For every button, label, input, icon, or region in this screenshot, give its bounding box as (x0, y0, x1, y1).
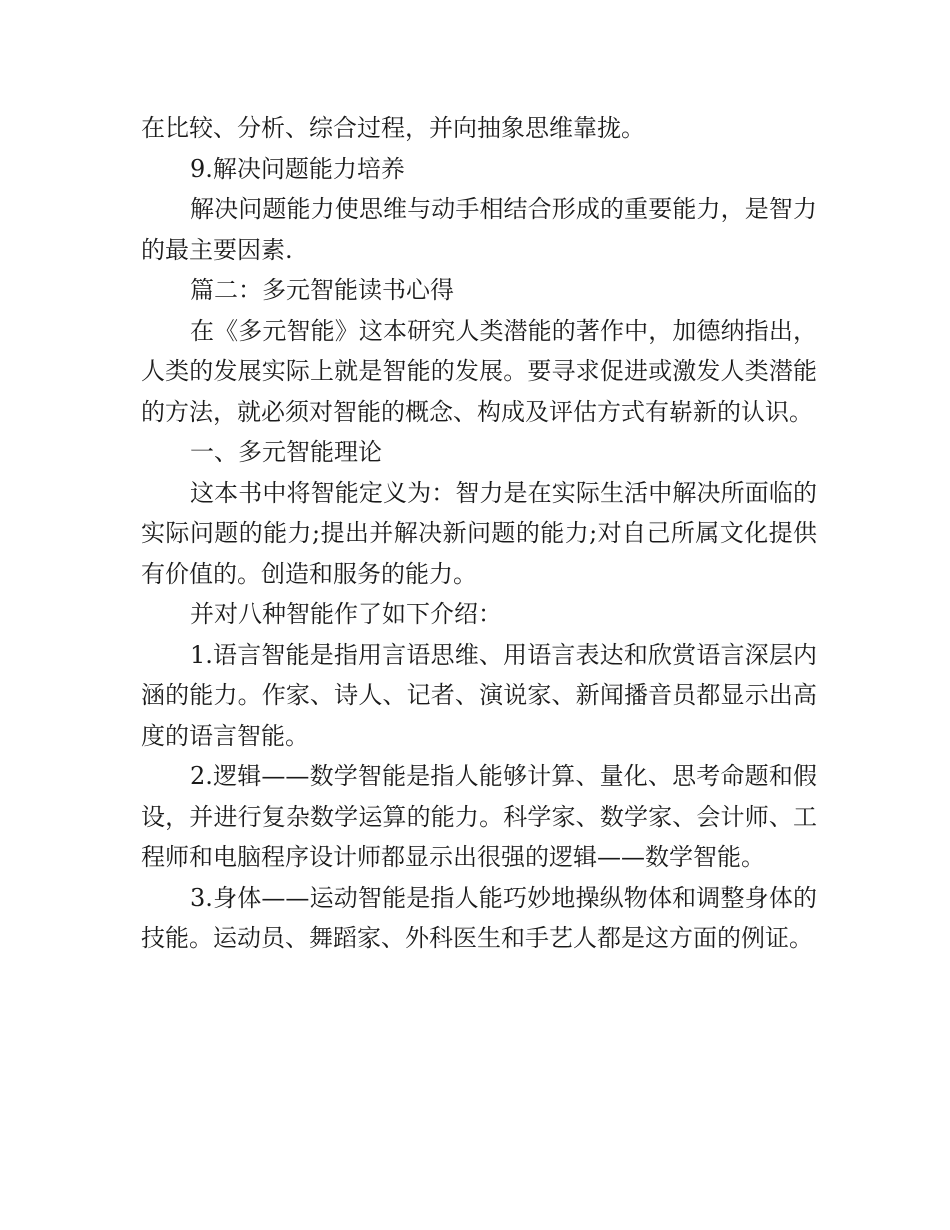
paragraph: 9.解决问题能力培养 (190, 154, 405, 183)
paragraph: 解决问题能力使思维与动手相结合形成的重要能力，是智力的最主要因素. (141, 195, 817, 264)
list-item: 1.语言智能是指用言语思维、用语言表达和欣赏语言深层内涵的能力。作家、诗人、记者、演说家、新闻播音员都显示出高度的语言智能。 (141, 640, 817, 750)
section-heading: 一、多元智能理论 (190, 438, 382, 466)
paragraph: 这本书中将智能定义为：智力是在实际生活中解决所面临的实际问题的能力;提出并解决新问题的能力;对自己所属文化提供有价值的。创造和服务的能力。 (141, 478, 817, 588)
paragraph: 在比较、分析、综合过程，并向抽象思维靠拢。 (141, 114, 645, 142)
paragraph: 并对八种智能作了如下介绍： (190, 600, 502, 628)
list-item: 2.逻辑——数学智能是指人能够计算、量化、思考命题和假设，并进行复杂数学运算的能力。科学家、数学家、会计师、工程师和电脑程序设计师都显示出很强的逻辑——数学智能。 (141, 762, 817, 871)
paragraph: 在《多元智能》这本研究人类潜能的著作中，加德纳指出，人类的发展实际上就是智能的发展。要寻求促进或激发人类潜能的方法，就必须对智能的概念、构成及评估方式有崭新的认识。 (141, 316, 817, 426)
section-heading: 篇二：多元智能读书心得 (190, 276, 454, 304)
list-item: 3.身体——运动智能是指人能巧妙地操纵物体和调整身体的技能。运动员、舞蹈家、外科医生和手艺人都是这方面的例证。 (141, 883, 817, 952)
document-body (141, 108, 817, 959)
